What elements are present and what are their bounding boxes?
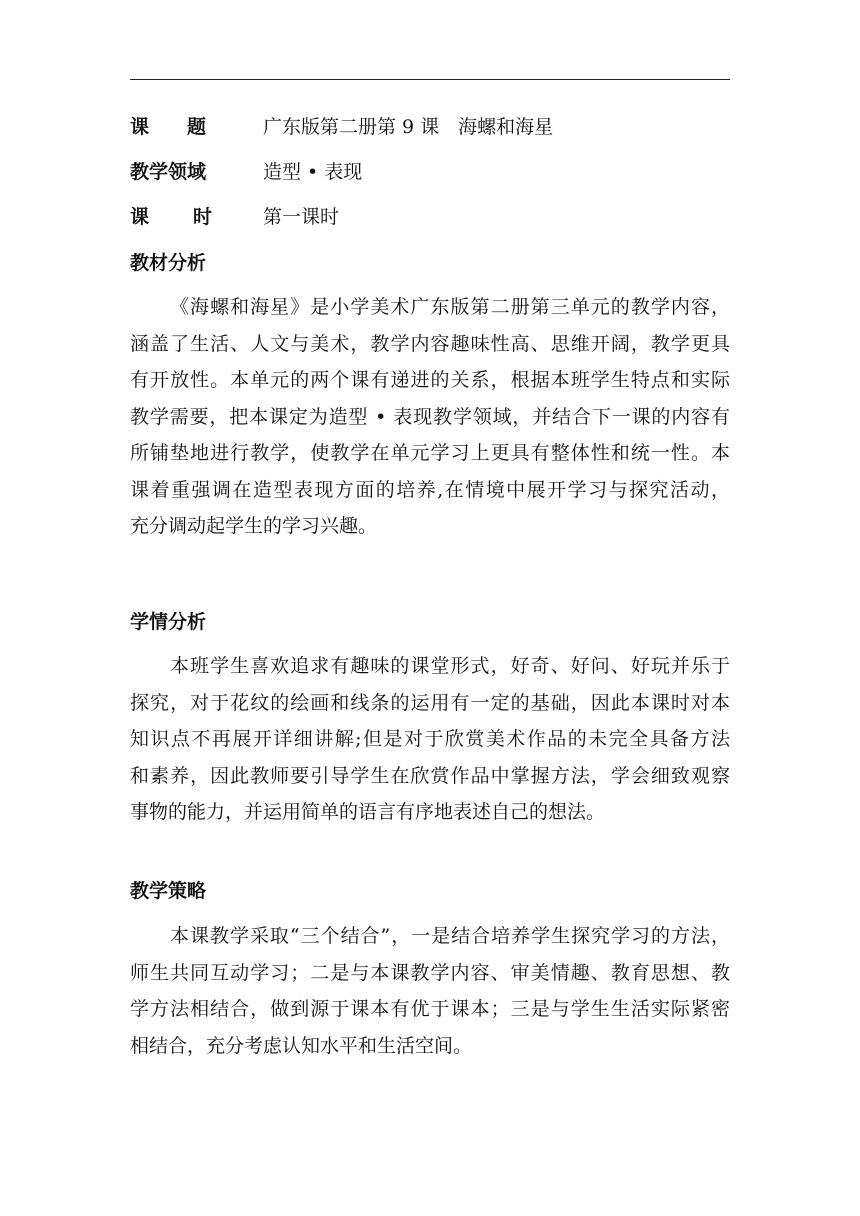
course-label-part-1: 课 [130,116,150,138]
student-analysis-paragraph [130,648,730,831]
paragraph-line: 涵盖了生活、人文与美术，教学内容趣味性高、思维开阔，教学更具 [130,332,730,355]
period-label-part-2: 时 [193,206,213,228]
paragraph-line: 有开放性。本单元的两个课有递进的关系，根据本班学生特点和实际 [130,369,730,391]
domain-value: 造型 • 表现 [263,161,363,183]
teaching-strategy-paragraph [130,918,730,1064]
paragraph-line: 事物的能力，并运用简单的语言有序地表述自己的想法。 [130,801,606,823]
period-label-part-1: 课 [130,206,150,228]
paragraph-line: 教学需要，把本课定为造型 • 表现教学领域，并结合下一课的内容有 [130,405,730,428]
course-value: 广东版第二册第 9 课 海螺和海星 [263,116,554,138]
document-page [130,0,730,1216]
period-value: 第一课时 [263,206,340,228]
material-analysis-paragraph [130,289,730,545]
paragraph-line: 和素养，因此教师要引导学生在欣赏作品中掌握方法，学会细致观察 [130,764,730,787]
paragraph-line: 探究，对于花纹的绘画和线条的运用有一定的基础，因此本课时对本 [130,691,730,714]
course-label [130,112,250,142]
paragraph-line: 所铺垫地进行教学，使教学在单元学习上更具有整体性和统一性。本 [130,442,730,464]
paragraph-line: 师生共同互动学习；二是与本课教学内容、审美情趣、教育思想、教 [130,961,730,984]
material-analysis-title: 教材分析 [130,252,207,274]
teaching-strategy-title: 教学策略 [130,880,207,902]
header-rule [130,79,730,80]
paragraph-line: 本课教学采取“三个结合”，一是结合培养学生探究学习的方法， [170,925,730,947]
paragraph-line: 学方法相结合，做到源于课本有优于课本；三是与学生生活实际紧密 [130,998,730,1020]
paragraph-line: 知识点不再展开详细讲解;但是对于欣赏美术作品的未完全具备方法 [130,728,730,750]
period-label [130,202,250,232]
paragraph-line: 充分调动起学生的学习兴趣。 [130,515,378,537]
course-label-part-2: 题 [187,116,207,138]
paragraph-line: 《海螺和海星》是小学美术广东版第二册第三单元的教学内容， [170,296,730,318]
paragraph-line: 相结合，充分考虑认知水平和生活空间。 [130,1034,473,1057]
domain-label: 教学领域 [130,161,207,183]
student-analysis-title: 学情分析 [130,611,207,633]
paragraph-line: 本班学生喜欢追求有趣味的课堂形式，好奇、好问、好玩并乐于 [170,655,730,677]
paragraph-line: 课着重强调在造型表现方面的培养,在情境中展开学习与探究活动， [130,478,730,501]
